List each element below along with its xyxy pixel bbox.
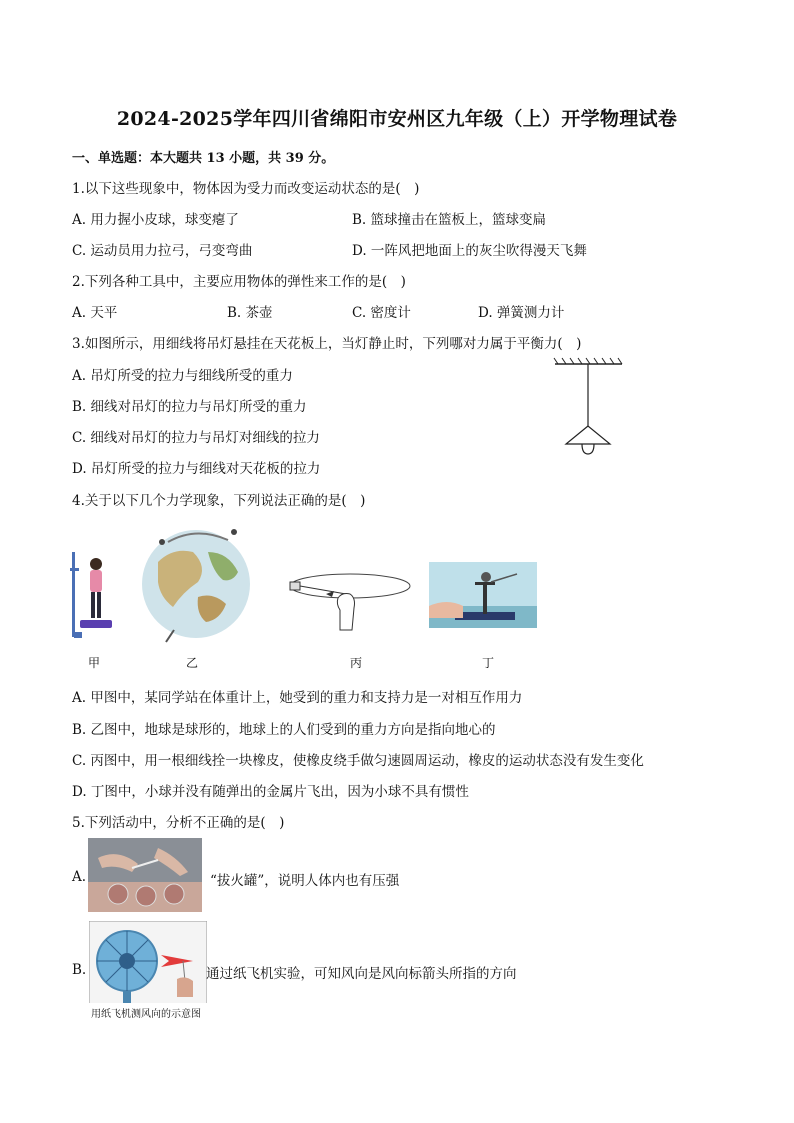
figure-label-ding: 丁 [481, 656, 494, 670]
question-1-option-c: C. 运动员用力拉弓，弓变弯曲 [72, 243, 253, 259]
question-5-stem: 5.下列活动中，分析不正确的是( ) [72, 815, 285, 831]
globe-image [138, 522, 256, 644]
section-heading: 一、单选题：本大题共 13 小题，共 39 分。 [72, 151, 335, 166]
cupping-photo [88, 838, 202, 912]
question-2-option-b: B. 茶壶 [227, 305, 273, 321]
question-1-option-b: B. 篮球撞击在篮板上，篮球变扁 [352, 212, 547, 228]
question-2-stem: 2.下列各种工具中，主要应用物体的弹性来工作的是( ) [72, 274, 406, 290]
question-2-option-c: C. 密度计 [352, 305, 411, 321]
question-5-option-b-text: 通过纸飞机实验，可知风向是风向标箭头所指的方向 [206, 966, 517, 982]
figure-label-bing: 丙 [349, 656, 362, 670]
question-1-option-a: A. 用力握小皮球，球变瘪了 [72, 212, 239, 228]
figure-label-yi: 乙 [185, 656, 198, 670]
question-3-option-b: B. 细线对吊灯的拉力与吊灯所受的重力 [72, 399, 307, 415]
question-3-stem: 3.如图所示，用细线将吊灯悬挂在天花板上，当灯静止时，下列哪对力属于平衡力( ) [72, 336, 582, 352]
question-5-option-b-letter: B. [72, 962, 87, 978]
question-4-option-d: D. 丁图中，小球并没有随弹出的金属片飞出，因为小球不具有惯性 [72, 784, 469, 800]
page-title: 2024-2025学年四川省绵阳市安州区九年级（上）开学物理试卷 [116, 108, 678, 130]
question-5-option-a-text: “拔火罐”，说明人体内也有压强 [210, 873, 400, 889]
question-4-option-c: C. 丙图中，用一根细线拴一块橡皮，使橡皮绕手做匀速圆周运动，橡皮的运动状态没有发生变化 [72, 753, 644, 769]
question-4-option-b: B. 乙图中，地球是球形的，地球上的人们受到的重力方向是指向地心的 [72, 722, 496, 738]
circular-motion-image [286, 564, 414, 634]
question-1-stem: 1.以下这些现象中，物体因为受力而改变运动状态的是( ) [72, 181, 420, 197]
hanging-lamp-figure [550, 356, 630, 466]
inertia-experiment-image [429, 562, 537, 628]
question-3-option-a: A. 吊灯所受的拉力与细线所受的重力 [72, 368, 293, 384]
question-3-option-d: D. 吊灯所受的拉力与细线对天花板的拉力 [72, 461, 321, 477]
paper-plane-wind-photo [89, 921, 207, 1017]
question-4-option-a: A. 甲图中，某同学站在体重计上，她受到的重力和支持力是一对相互作用力 [72, 690, 523, 706]
question-4-stem: 4.关于以下几个力学现象，下列说法正确的是( ) [72, 493, 366, 509]
paper-plane-caption: 用纸飞机测风向的示意图 [91, 1009, 201, 1020]
question-2-option-d: D. 弹簧测力计 [478, 305, 565, 321]
figure-label-jia: 甲 [87, 656, 100, 670]
question-1-option-d: D. 一阵风把地面上的灰尘吹得漫天飞舞 [352, 243, 587, 259]
question-5-option-a-letter: A. [72, 869, 87, 885]
girl-on-scale-image [68, 550, 113, 645]
question-2-option-a: A. 天平 [72, 305, 118, 321]
question-3-option-c: C. 细线对吊灯的拉力与吊灯对细线的拉力 [72, 430, 320, 446]
